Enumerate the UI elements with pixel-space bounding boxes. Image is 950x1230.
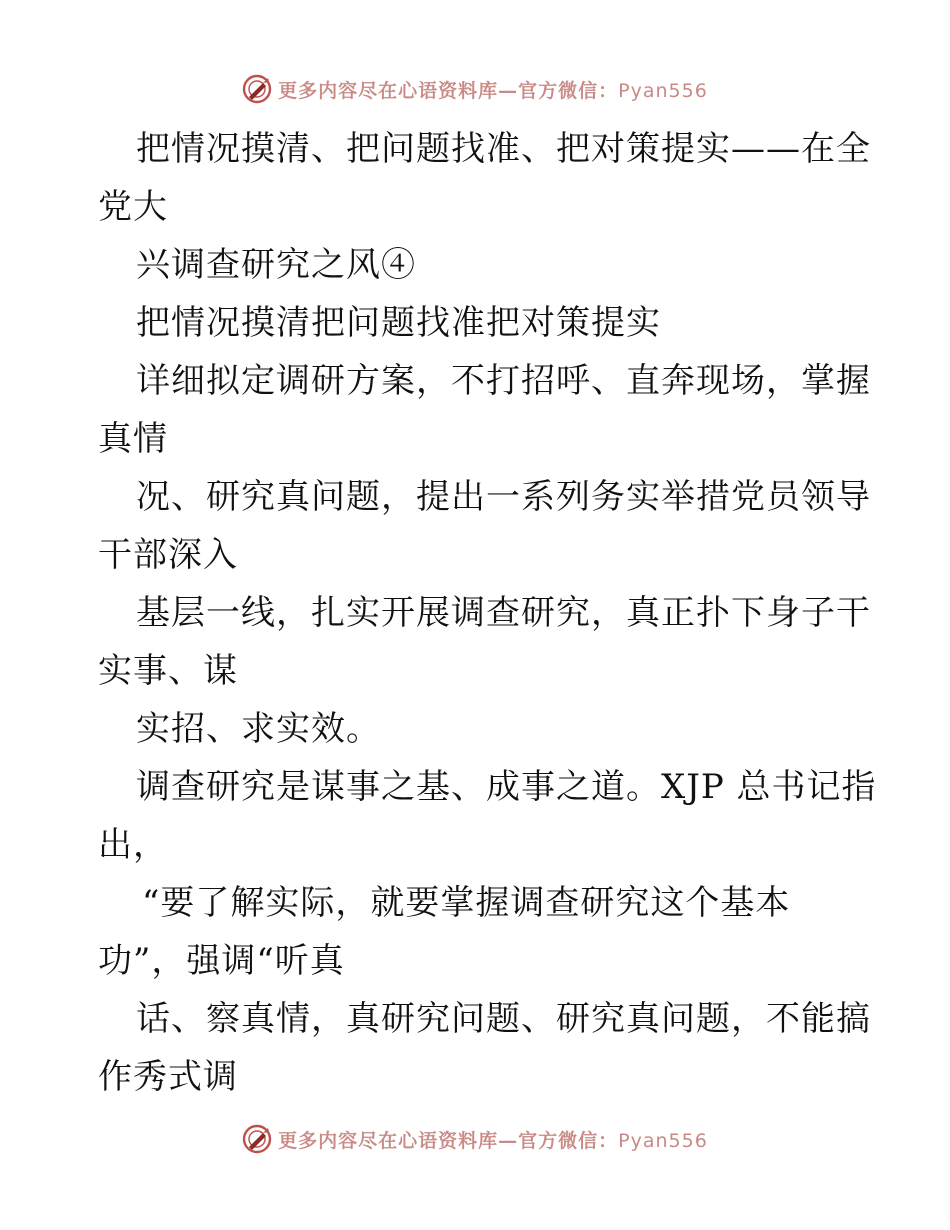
text-line: 兴调查研究之风④ xyxy=(136,245,416,285)
text-line: 话、察真情，真研究问题、研究真问题，不能搞 xyxy=(136,999,871,1039)
watermark-text xyxy=(278,76,708,103)
quill-logo-icon xyxy=(242,1124,272,1154)
text-line: 把情况摸清、把问题找准、把对策提实——在全 xyxy=(136,129,871,169)
watermark-label: 更多内容尽在心语资料库—官方微信： xyxy=(278,79,619,102)
text-line: 把情况摸清把问题找准把对策提实 xyxy=(136,303,661,343)
text-line: “要了解实际，就要掌握调查研究这个基本 xyxy=(142,883,791,923)
watermark-wechat-id: Pyan556 xyxy=(618,1129,708,1152)
text-line: 功”，强调“听真 xyxy=(98,941,345,981)
text-line: 调查研究是谋事之基、成事之道。XJP 总书记指 xyxy=(136,767,877,807)
watermark-label: 更多内容尽在心语资料库—官方微信： xyxy=(278,1129,619,1152)
text-line: 真情 xyxy=(98,419,168,459)
document-body xyxy=(98,120,877,1106)
text-line: 实事、谋 xyxy=(98,651,238,691)
watermark-banner-bottom xyxy=(0,1122,950,1156)
text-line: 实招、求实效。 xyxy=(136,709,381,749)
quill-logo-icon xyxy=(242,74,272,104)
watermark-wechat-id: Pyan556 xyxy=(618,79,708,102)
text-line: 作秀式调 xyxy=(98,1057,238,1097)
text-line: 详细拟定调研方案，不打招呼、直奔现场，掌握 xyxy=(136,361,871,401)
text-line: 况、研究真问题，提出一系列务实举措党员领导 xyxy=(136,477,871,517)
text-line: 基层一线，扎实开展调查研究，真正扑下身子干 xyxy=(136,593,871,633)
text-line: 干部深入 xyxy=(98,535,238,575)
watermark-text xyxy=(278,1126,708,1153)
text-line: 出， xyxy=(98,825,168,865)
text-line: 党大 xyxy=(98,187,168,227)
watermark-banner-top xyxy=(0,72,950,106)
